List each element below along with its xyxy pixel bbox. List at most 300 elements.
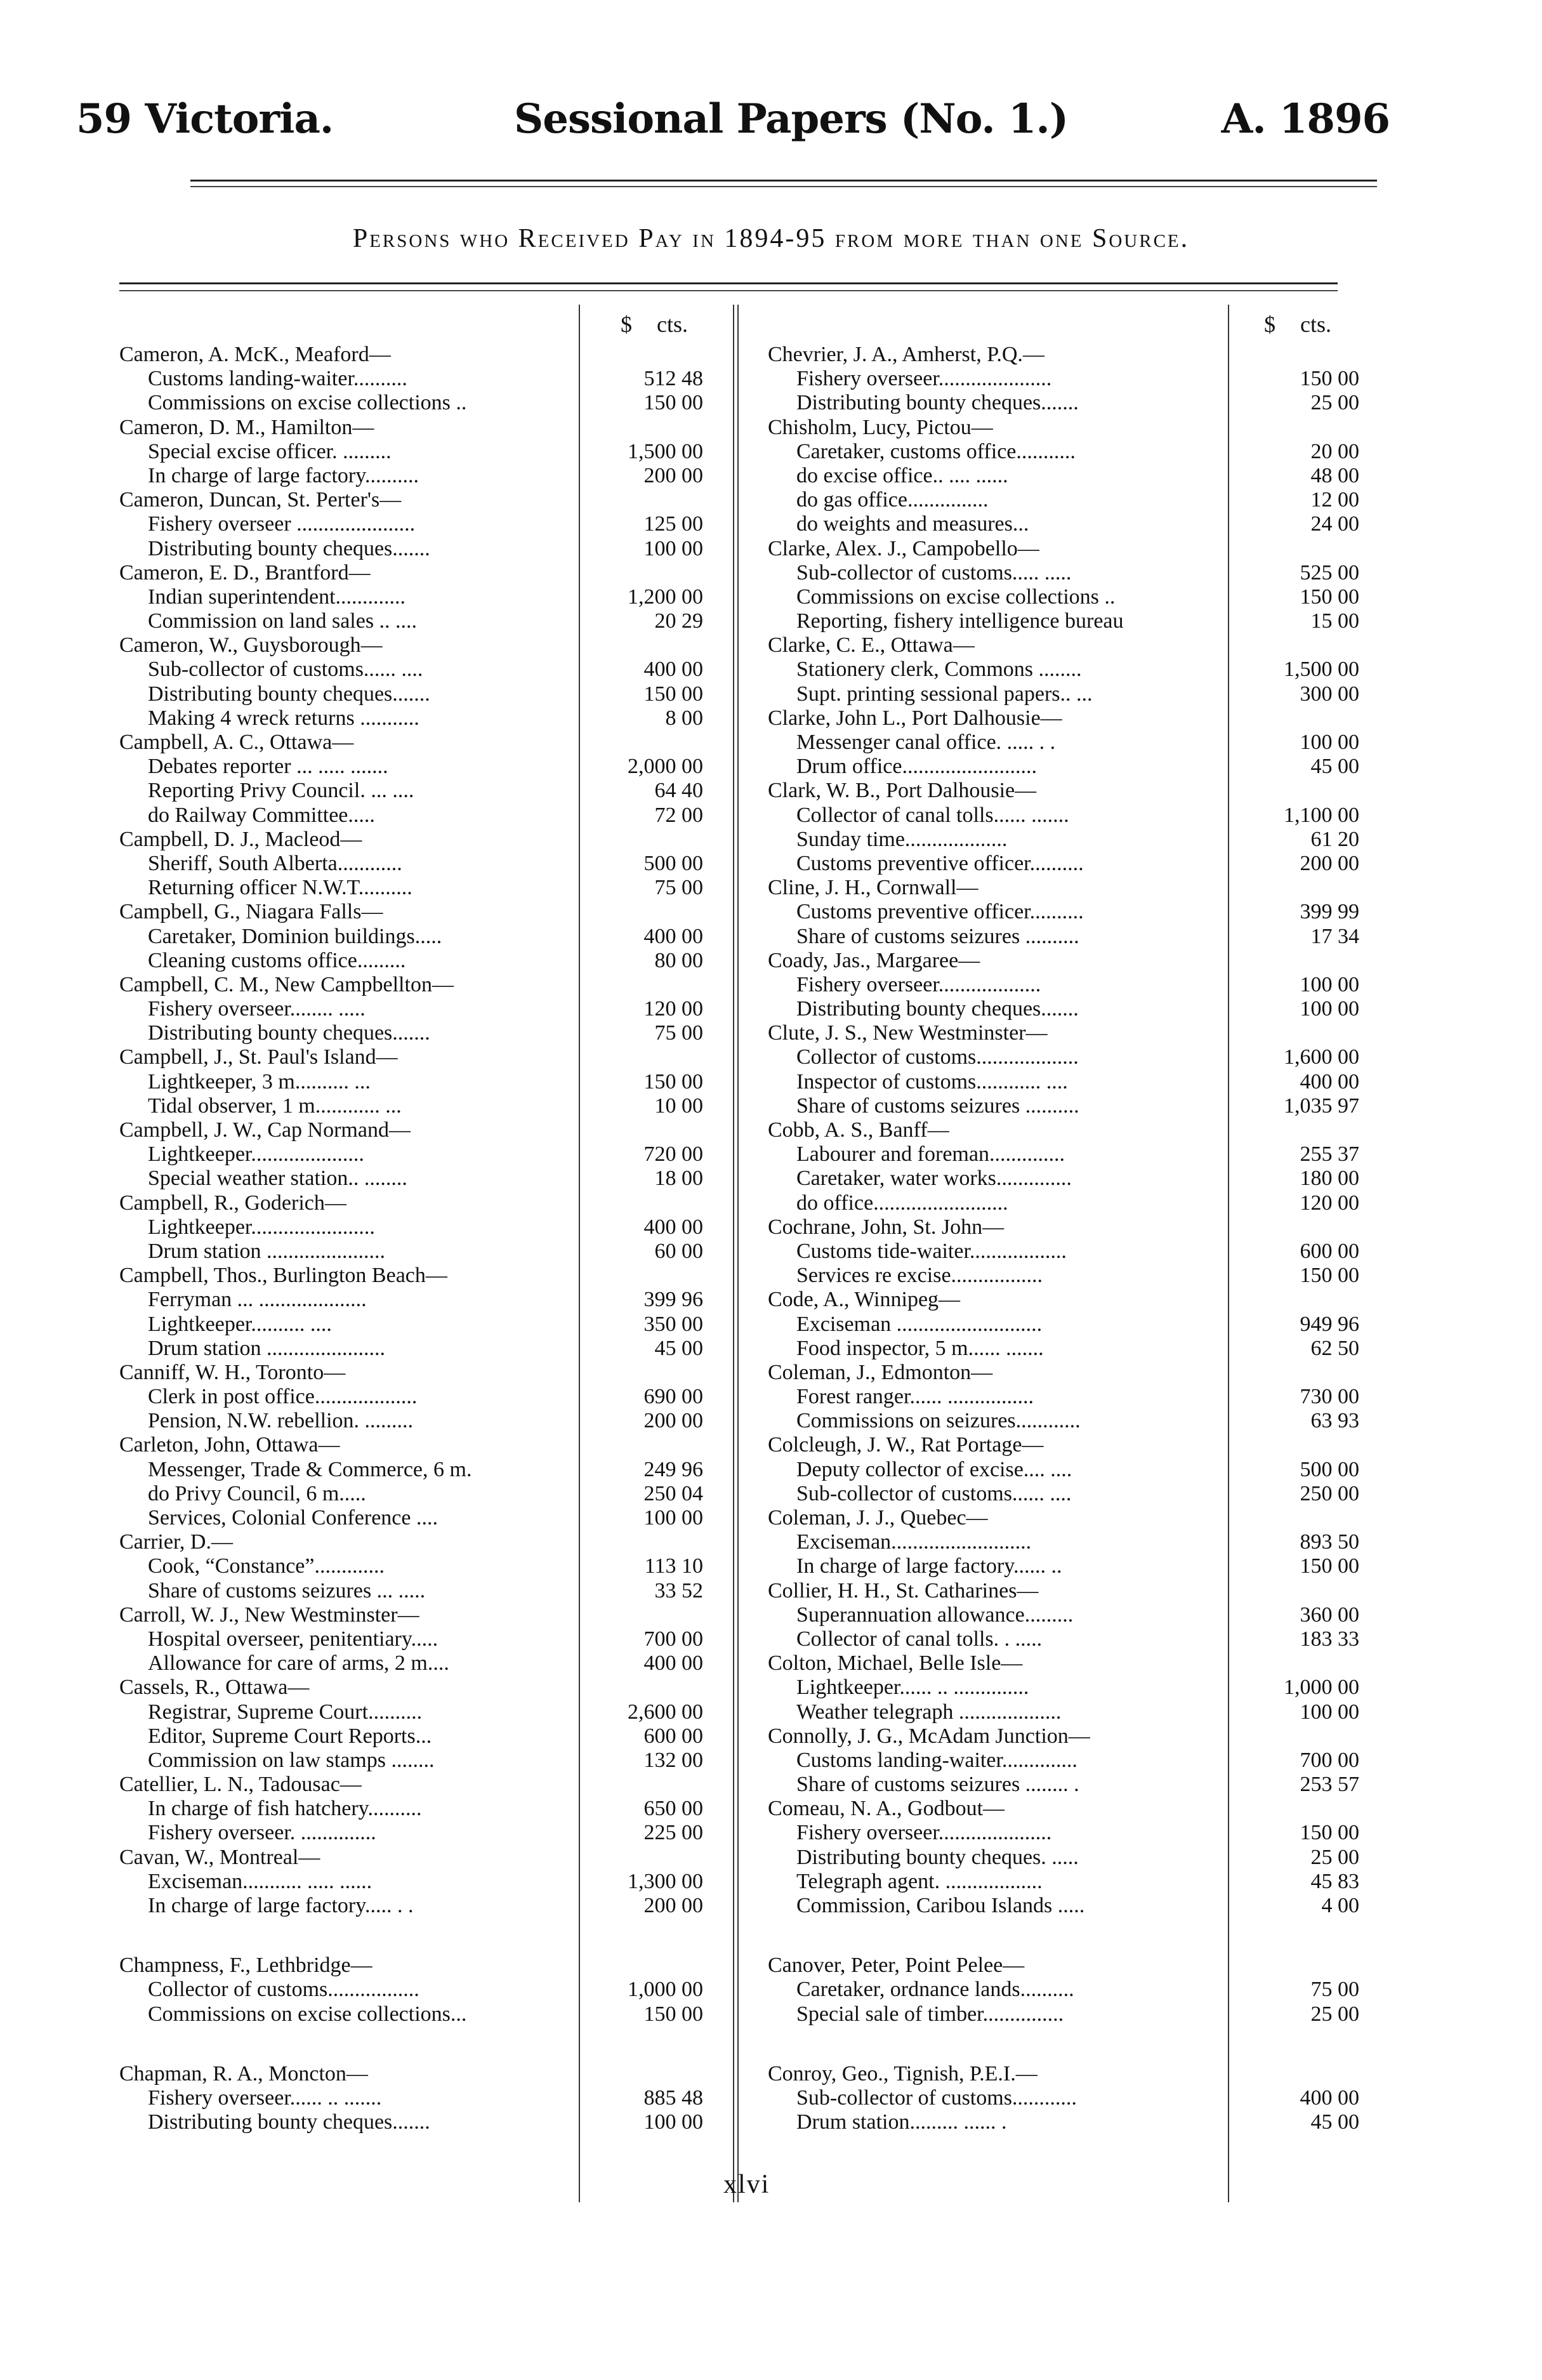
payment-description: Distributing bounty cheques....... (796, 391, 1079, 415)
payee-heading (768, 416, 1225, 440)
payment-amount: 62 50 (1310, 1336, 1359, 1360)
payment-amount: 15 00 (1310, 609, 1359, 633)
payment-item (768, 1312, 1359, 1337)
payment-item (119, 876, 703, 900)
payment-item (768, 1845, 1359, 1870)
payment-description: Fishery overseer..................... (796, 1821, 1052, 1845)
payee-heading (119, 561, 576, 585)
year-label: A. 1896 (1221, 95, 1390, 143)
payment-amount: 399 96 (643, 1288, 703, 1312)
payment-description: do office......................... (796, 1191, 1008, 1215)
payment-amount: 253 57 (1300, 1773, 1359, 1797)
payment-description: Fishery overseer................... (796, 972, 1041, 996)
payee-name: Clarke, Alex. J., Campobello— (768, 536, 1039, 560)
payment-item (119, 1797, 703, 1821)
payee-name: Coady, Jas., Margaree— (768, 948, 980, 972)
payee-heading (119, 633, 576, 658)
payment-item (119, 1506, 703, 1530)
payment-amount: 2,000 00 (628, 755, 703, 779)
payment-item (119, 1748, 703, 1773)
payment-description: Weather telegraph ................... (796, 1700, 1062, 1724)
payment-item (119, 1385, 703, 1409)
payee-heading (119, 1676, 576, 1700)
payment-description: Special excise officer. ......... (148, 439, 392, 463)
payment-item (119, 1239, 703, 1264)
payment-amount: 1,000 00 (628, 1978, 703, 2002)
volume-label: 59 Victoria. (76, 95, 334, 143)
payment-description: Share of customs seizures .......... (796, 1094, 1079, 1118)
payee-heading (119, 1954, 576, 1978)
payment-item (768, 1069, 1359, 1094)
payment-amount: 500 00 (1300, 1457, 1359, 1481)
payment-description: Returning officer N.W.T.......... (148, 876, 412, 900)
payment-item (119, 1069, 703, 1094)
payee-heading (768, 1797, 1225, 1821)
payee-heading (768, 1954, 1225, 1978)
payment-amount: 150 00 (1300, 1554, 1359, 1578)
payment-amount: 600 00 (1300, 1239, 1359, 1263)
payment-item (119, 536, 703, 561)
payee-heading (768, 949, 1225, 973)
payee-heading (119, 1191, 576, 1215)
payment-item (119, 1578, 703, 1603)
payment-description: Sub-collector of customs..... ..... (796, 560, 1072, 585)
payment-item (119, 997, 703, 1021)
payee-heading (119, 1118, 576, 1142)
payment-amount: 45 00 (1310, 755, 1359, 779)
payment-description: Fishery overseer........ ..... (148, 997, 366, 1021)
payee-name: Collier, H. H., St. Catharines— (768, 1578, 1039, 1603)
payment-description: do weights and measures... (796, 512, 1029, 536)
payment-amount: 360 00 (1300, 1603, 1359, 1627)
payment-description: Drum station......... ...... . (796, 2110, 1007, 2134)
payment-amount: 25 00 (1310, 2002, 1359, 2026)
payment-amount: 150 00 (643, 682, 703, 706)
payment-description: Drum office......................... (796, 755, 1037, 779)
payee-heading (119, 2062, 576, 2086)
payee-name: Cameron, W., Guysborough— (119, 633, 383, 658)
payment-item (119, 439, 703, 464)
payee-name: Clarke, C. E., Ottawa— (768, 633, 975, 658)
payee-name: Carroll, W. J., New Westminster— (119, 1603, 419, 1627)
payment-description: Sub-collector of customs...... .... (148, 658, 423, 682)
payment-description: Supt. printing sessional papers.. ... (796, 682, 1093, 706)
payment-description: Lightkeeper.......... .... (148, 1312, 332, 1336)
payment-item (768, 803, 1359, 828)
table-rule-top (119, 282, 1338, 284)
payment-description: Distributing bounty cheques....... (148, 1021, 430, 1045)
payment-description: Exciseman ........................... (796, 1312, 1043, 1336)
payment-item (768, 391, 1359, 415)
payee-name: Cochrane, John, St. John— (768, 1215, 1005, 1239)
header-rule-bottom (190, 186, 1377, 187)
payee-name: Canniff, W. H., Toronto— (119, 1360, 346, 1384)
payment-item (768, 1142, 1359, 1167)
payee-name: Clute, J. S., New Westminster— (768, 1021, 1048, 1045)
payment-description: Fishery overseer ...................... (148, 512, 416, 536)
payment-description: Distributing bounty cheques....... (796, 997, 1079, 1021)
payment-amount: 80 00 (654, 948, 703, 972)
payment-item (768, 658, 1359, 682)
payment-amount: 350 00 (643, 1312, 703, 1336)
payee-heading (768, 1288, 1225, 1312)
payment-description: Collector of customs................. (148, 1978, 419, 2002)
payment-item (119, 924, 703, 949)
left-currency-header (621, 311, 688, 338)
payment-item (768, 1821, 1359, 1845)
payment-item (119, 1724, 703, 1749)
payment-description: Labourer and foreman.............. (796, 1142, 1065, 1167)
payment-item (768, 1627, 1359, 1651)
payment-description: Collector of customs................... (796, 1045, 1079, 1069)
payee-name: Cavan, W., Montreal— (119, 1845, 320, 1869)
payment-item (119, 1288, 703, 1312)
payment-description: Sub-collector of customs...... .... (796, 1481, 1072, 1505)
payee-heading (119, 1846, 576, 1870)
payee-name: Chisholm, Lucy, Pictou— (768, 415, 993, 439)
payee-heading (119, 1603, 576, 1627)
payment-amount: 100 00 (643, 536, 703, 560)
payment-amount: 525 00 (1300, 560, 1359, 585)
payment-description: do Privy Council, 6 m..... (148, 1481, 366, 1505)
payment-description: Deputy collector of excise.... .... (796, 1457, 1072, 1481)
payee-name: Cameron, Duncan, St. Perter's— (119, 488, 402, 512)
payment-item (768, 1773, 1359, 1797)
payment-amount: 1,500 00 (1284, 658, 1359, 682)
payment-amount: 10 00 (654, 1094, 703, 1118)
payment-description: Share of customs seizures .......... (796, 924, 1079, 948)
payment-item (119, 1651, 703, 1676)
payment-description: Drum station ...................... (148, 1239, 385, 1263)
payee-heading (119, 416, 576, 440)
payment-amount: 1,000 00 (1284, 1676, 1359, 1700)
payment-amount: 200 00 (643, 1894, 703, 1917)
payment-item (119, 367, 703, 391)
payment-amount: 1,200 00 (628, 585, 703, 609)
payment-item (119, 1481, 703, 1506)
payment-description: Cleaning customs office......... (148, 948, 406, 972)
payment-amount: 885 48 (643, 2086, 703, 2110)
payment-description: Clerk in post office................... (148, 1385, 418, 1409)
payment-amount: 24 00 (1310, 512, 1359, 536)
payment-amount: 200 00 (643, 463, 703, 487)
payment-item (119, 2110, 703, 2134)
payment-item (119, 1094, 703, 1118)
payment-amount: 63 93 (1310, 1409, 1359, 1433)
payee-heading (768, 876, 1225, 900)
payment-description: Commission, Caribou Islands ..... (796, 1894, 1085, 1917)
payment-description: Customs landing-waiter.............. (796, 1748, 1077, 1772)
payment-description: Share of customs seizures ... ..... (148, 1578, 426, 1603)
payment-item (119, 391, 703, 415)
right-currency-header (1264, 311, 1331, 338)
payment-item (119, 1142, 703, 1167)
payee-name: Campbell, Thos., Burlington Beach— (119, 1264, 447, 1288)
payment-amount: 400 00 (643, 924, 703, 948)
payment-description: Customs tide-waiter.................. (796, 1239, 1067, 1263)
column-divider-center-2 (737, 305, 739, 2202)
right-column-entries (768, 343, 1359, 2134)
payment-description: Indian superintendent............. (148, 585, 406, 609)
payment-item (768, 439, 1359, 464)
payment-description: Lightkeeper...... .. .............. (796, 1676, 1029, 1700)
payment-item (119, 1336, 703, 1361)
payee-heading (119, 1773, 576, 1797)
payment-amount: 33 52 (654, 1578, 703, 1603)
page-number: xlvi (723, 2170, 770, 2199)
payment-item (119, 1894, 703, 1918)
page-title: Persons who Received Pay in 1894-95 from more than one Source. (352, 224, 1190, 253)
payment-item (768, 924, 1359, 949)
payment-description: Commissions on excise collections .. (148, 391, 467, 415)
payment-amount: 400 00 (643, 1651, 703, 1676)
payment-description: do Railway Committee..... (148, 803, 375, 827)
payment-description: Debates reporter ... ..... ....... (148, 755, 388, 779)
payee-heading (119, 343, 576, 367)
payment-item (768, 2110, 1359, 2134)
entry-spacer (768, 2026, 1225, 2062)
payment-amount: 399 99 (1300, 900, 1359, 924)
payment-amount: 949 96 (1300, 1312, 1359, 1336)
payment-description: Caretaker, customs office........... (796, 439, 1076, 463)
payment-item (768, 1457, 1359, 1482)
payment-item (768, 560, 1359, 585)
payment-description: Cook, “Constance”............. (148, 1554, 385, 1578)
payment-item (119, 706, 703, 731)
payment-item (768, 1554, 1359, 1578)
payment-amount: 650 00 (643, 1797, 703, 1821)
payment-description: do gas office............... (796, 488, 989, 512)
payee-name: Colcleugh, J. W., Rat Portage— (768, 1433, 1044, 1457)
payment-item (768, 851, 1359, 876)
payment-amount: 132 00 (643, 1748, 703, 1772)
payment-amount: 4 00 (1321, 1894, 1359, 1917)
payee-heading (768, 1651, 1225, 1676)
payee-name: Comeau, N. A., Godbout— (768, 1797, 1005, 1821)
payment-amount: 600 00 (643, 1724, 703, 1748)
payment-item (768, 1676, 1359, 1700)
column-divider-center-1 (733, 305, 734, 2202)
payment-amount: 150 00 (643, 1069, 703, 1094)
payee-heading (119, 488, 576, 512)
payment-amount: 45 00 (654, 1336, 703, 1360)
payee-heading (768, 779, 1225, 803)
payment-amount: 500 00 (643, 851, 703, 875)
payee-heading (768, 537, 1225, 561)
payee-heading (768, 2062, 1225, 2086)
payment-amount: 300 00 (1300, 682, 1359, 706)
payment-item (768, 1264, 1359, 1288)
payment-description: In charge of large factory...... .. (796, 1554, 1062, 1578)
payment-amount: 150 00 (1300, 585, 1359, 609)
payment-item (119, 585, 703, 609)
payee-name: Code, A., Winnipeg— (768, 1288, 961, 1312)
payment-item (119, 1700, 703, 1724)
payee-name: Campbell, R., Goderich— (119, 1191, 346, 1215)
payment-item (768, 731, 1359, 755)
payment-amount: 61 20 (1310, 827, 1359, 851)
payment-item (119, 1021, 703, 1045)
payment-amount: 150 00 (1300, 1264, 1359, 1288)
payment-description: Lightkeeper..................... (148, 1142, 364, 1167)
payment-description: Collector of canal tolls. . ..... (796, 1627, 1043, 1651)
payment-item (119, 1457, 703, 1482)
payment-item (768, 1894, 1359, 1918)
payment-description: Hospital overseer, penitentiary..... (148, 1627, 438, 1651)
payment-description: Pension, N.W. rebellion. ......... (148, 1409, 414, 1433)
payment-amount: 1,035 97 (1284, 1094, 1359, 1118)
payment-description: In charge of large factory.......... (148, 463, 419, 487)
payment-amount: 113 10 (644, 1554, 703, 1578)
payment-amount: 700 00 (1300, 1748, 1359, 1772)
payment-amount: 20 00 (1310, 439, 1359, 463)
payment-item (768, 1700, 1359, 1724)
payment-description: do excise office.. .... ...... (796, 463, 1008, 487)
payment-item (119, 1978, 703, 2002)
payment-item (768, 1045, 1359, 1069)
payment-amount: 400 00 (643, 658, 703, 682)
payment-description: Telegraph agent. .................. (796, 1869, 1043, 1893)
payment-amount: 45 83 (1310, 1869, 1359, 1893)
payee-name: Cobb, A. S., Banff— (768, 1118, 949, 1142)
payment-description: Fishery overseer..................... (796, 367, 1052, 391)
payment-item (768, 1481, 1359, 1506)
payment-amount: 720 00 (643, 1142, 703, 1167)
payment-item (119, 658, 703, 682)
payment-amount: 150 00 (1300, 367, 1359, 391)
payment-amount: 64 40 (654, 779, 703, 803)
payment-item (119, 2086, 703, 2110)
payment-item (119, 1167, 703, 1191)
payee-name: Cline, J. H., Cornwall— (768, 876, 979, 900)
payee-name: Champness, F., Lethbridge— (119, 1954, 372, 1978)
payment-item (768, 827, 1359, 852)
payee-heading (768, 1118, 1225, 1142)
payment-item (768, 900, 1359, 924)
payment-amount: 20 29 (654, 609, 703, 633)
payee-heading (768, 706, 1225, 731)
payee-name: Colton, Michael, Belle Isle— (768, 1651, 1023, 1676)
payment-amount: 120 00 (643, 997, 703, 1021)
payment-description: In charge of large factory..... . . (148, 1894, 414, 1917)
payment-description: Messenger, Trade & Commerce, 6 m. (148, 1457, 472, 1481)
payment-description: Lightkeeper, 3 m.......... ... (148, 1069, 371, 1094)
payment-amount: 225 00 (643, 1821, 703, 1845)
payment-item (119, 1554, 703, 1578)
payment-amount: 25 00 (1310, 391, 1359, 415)
payment-description: Distributing bounty cheques....... (148, 2110, 430, 2134)
payment-description: Stationery clerk, Commons ........ (796, 658, 1082, 682)
payment-item (119, 1627, 703, 1651)
payment-amount: 730 00 (1300, 1385, 1359, 1409)
payment-description: Lightkeeper....................... (148, 1215, 375, 1239)
payment-amount: 75 00 (654, 1021, 703, 1045)
payment-item (768, 463, 1359, 488)
payee-name: Campbell, J., St. Paul's Island— (119, 1045, 398, 1069)
payment-description: In charge of fish hatchery.......... (148, 1797, 422, 1821)
payment-amount: 12 00 (1310, 488, 1359, 512)
payment-amount: 512 48 (643, 367, 703, 391)
payment-description: Sunday time................... (796, 827, 1008, 851)
payment-amount: 100 00 (643, 1506, 703, 1530)
payment-item (768, 2002, 1359, 2026)
payment-description: Forest ranger...... ................ (796, 1385, 1034, 1409)
payment-amount: 150 00 (643, 2002, 703, 2026)
payment-amount: 18 00 (654, 1167, 703, 1191)
payment-amount: 100 00 (1300, 997, 1359, 1021)
cents-label: cts. (1300, 312, 1331, 337)
payment-item (768, 1385, 1359, 1409)
payment-item (768, 1191, 1359, 1215)
payment-amount: 250 04 (643, 1481, 703, 1505)
table-rule-bottom (119, 290, 1338, 291)
payment-amount: 150 00 (1300, 1821, 1359, 1845)
payment-item (119, 1409, 703, 1433)
dollar-sign: $ (621, 312, 632, 337)
payee-name: Carleton, John, Ottawa— (119, 1433, 340, 1457)
payee-heading (768, 1361, 1225, 1385)
payee-heading (768, 1724, 1225, 1749)
payment-description: Messenger canal office. ..... . . (796, 731, 1056, 754)
entry-spacer (119, 2026, 576, 2062)
payment-description: Reporting Privy Council. ... .... (148, 779, 414, 803)
payee-name: Campbell, G., Niagara Falls— (119, 900, 383, 924)
payment-description: Reporting, fishery intelligence bureau (796, 609, 1124, 633)
payment-description: Inspector of customs............ .... (796, 1069, 1068, 1094)
payment-description: Commissions on seizures............ (796, 1409, 1081, 1433)
payment-amount: 249 96 (643, 1457, 703, 1481)
payment-item (119, 1821, 703, 1845)
payee-name: Campbell, D. J., Macleod— (119, 827, 362, 851)
payment-description: Commission on law stamps ........ (148, 1748, 435, 1772)
payment-item (119, 1312, 703, 1337)
header-rule-top (190, 180, 1377, 182)
payee-heading (768, 1021, 1225, 1045)
payee-heading (119, 731, 576, 755)
payment-description: Distributing bounty cheques....... (148, 682, 430, 706)
payee-heading (768, 1215, 1225, 1240)
payee-name: Cameron, A. McK., Meaford— (119, 343, 391, 366)
publication-title: Sessional Papers (No. 1.) (514, 95, 1068, 143)
payment-description: Registrar, Supreme Court.......... (148, 1700, 423, 1724)
payment-description: Commissions on excise collections... (148, 2002, 467, 2026)
payment-item (119, 609, 703, 633)
payment-item (119, 1215, 703, 1240)
payee-name: Campbell, A. C., Ottawa— (119, 731, 354, 754)
payment-description: Caretaker, water works.............. (796, 1167, 1072, 1191)
payment-amount: 60 00 (654, 1239, 703, 1263)
payee-heading (768, 1579, 1225, 1603)
payee-heading (768, 1433, 1225, 1457)
payment-amount: 100 00 (643, 2110, 703, 2134)
payee-heading (119, 828, 576, 852)
payment-item (768, 755, 1359, 779)
payment-item (768, 1336, 1359, 1361)
entry-spacer (768, 1918, 1225, 1954)
payment-amount: 200 00 (1300, 851, 1359, 875)
payment-description: Tidal observer, 1 m............ ... (148, 1094, 402, 1118)
payment-item (119, 463, 703, 488)
payee-name: Coleman, J. J., Quebec— (768, 1506, 988, 1530)
payment-amount: 255 37 (1300, 1142, 1359, 1167)
payment-amount: 250 00 (1300, 1481, 1359, 1505)
running-header (76, 95, 1390, 146)
payment-item (768, 1530, 1359, 1554)
payment-description: Fishery overseer. .............. (148, 1821, 376, 1845)
payment-description: Commission on land sales .. .... (148, 609, 418, 633)
payment-item (768, 1603, 1359, 1627)
payee-heading (768, 633, 1225, 658)
